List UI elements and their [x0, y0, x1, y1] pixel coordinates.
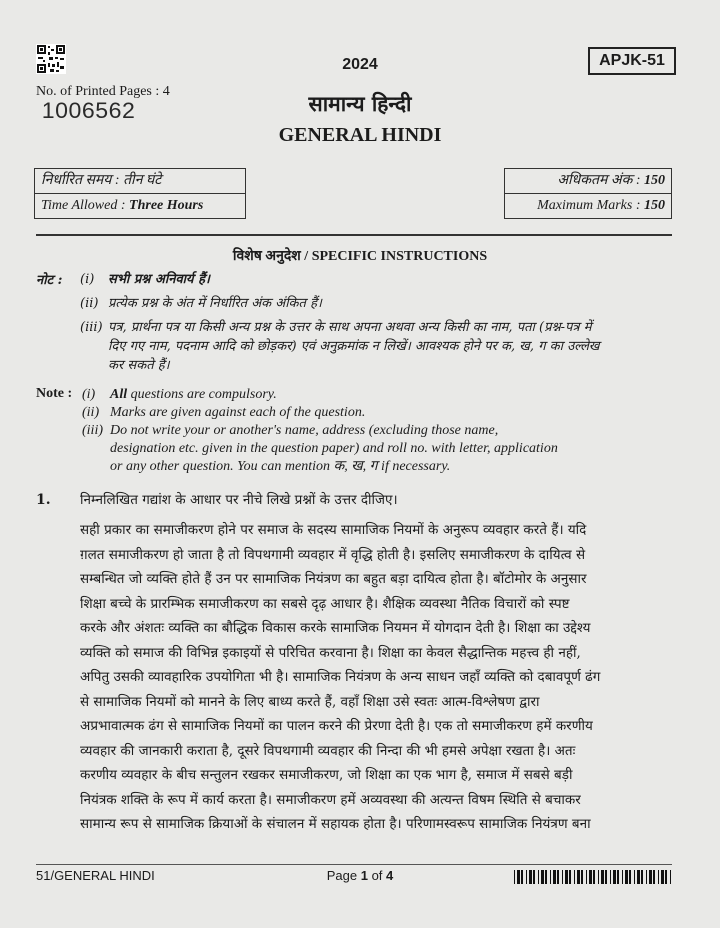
passage-line: सही प्रकार का समाजीकरण होने पर समाज के सदस्य सामाजिक नियमों के अनुरूप व्यवहार करते हैं। यदि: [80, 522, 587, 538]
passage-line: व्यवहार की जानकारी कराता है, दूसरे विपथगामी व्यवहार की निन्दा की भी हमसे अपेक्षा रखता है। अतः: [80, 742, 576, 759]
question-number: 1.: [36, 492, 51, 508]
barcode-icon: [514, 870, 672, 884]
printed-pages: No. of Printed Pages : 4: [36, 84, 170, 99]
passage-line: सम्बन्धित जो व्यक्ति होते हैं उन पर सामाजिक नियंत्रण का बहुत बड़ा दायित्व होता है। बॉटोमोर के अनुसार: [80, 571, 587, 587]
english-instruction-2: (ii) Marks are given against each of the question.: [82, 405, 366, 420]
passage-line: अपितु उसकी व्यावहारिक उपयोगिता भी है। सामाजिक नियंत्रण के अन्य साधन जहाँ व्यक्ति को दबावपूर्ण ढंग: [80, 669, 601, 685]
serial-number: 1006562: [41, 98, 136, 123]
hindi-instruction-1: (i) सभी प्रश्न अनिवार्य हैं।: [80, 272, 210, 287]
passage-line: से सामाजिक नियमों को मानने के लिए बाध्य करते हैं, वहाँ शिक्षा उसे स्वतः आत्म-विश्लेषण द्वारा: [80, 693, 540, 710]
english-note-label: Note :: [36, 386, 73, 401]
passage-line: व्यक्ति को समाज की विभिन्न इकाइयों से परिचित करवाना है। शिक्षा का केवल सैद्धान्तिक महत्त्व ही नहीं,: [80, 644, 581, 661]
paper-code: APJK-51: [588, 47, 676, 75]
footer-paper-name: 51/GENERAL HINDI: [36, 868, 155, 883]
english-instructions: [82, 386, 674, 476]
time-allowed-box: [34, 168, 246, 219]
hindi-instruction-3: (iii) पत्र, प्रार्थना पत्र या किसी अन्य प्रश्न के उत्तर के साथ अपना अथवा अन्य किसी का नाम, पता (प्रश्न-पत्र में दिए गए नाम, पदनाम आदि को छोड़कर) एवं अनुक्रमांक न लिखें। आवश्यक होने पर क, ख, ग का उल्लेख कर सकते हैं।: [80, 320, 600, 373]
passage-line: अप्रभावात्मक ढंग से सामाजिक नियमों का पालन करने की प्रेरणा देती है। एक तो समाजीकरण हमें करणीय: [80, 718, 593, 734]
passage-line: ग़लत समाजीकरण हो जाता है तो विपथगामी व्यवहार में वृद्धि होती है। इसलिए समाजीकरण के दायित्व से: [80, 546, 586, 563]
passage-line: नियंत्रक शक्ति के रूप में कार्य करता है। समाजीकरण हमें अव्यवस्था की अत्यन्त विषम स्थिति से बचाकर: [80, 791, 581, 808]
maximum-marks-box: [504, 168, 672, 219]
time-hindi: निर्धारित समय : तीन घंटे: [41, 173, 162, 188]
marks-english: Maximum Marks : 150: [505, 193, 671, 218]
hindi-instructions: [80, 270, 674, 375]
passage: [80, 518, 674, 837]
english-instruction-1: (i) All questions are compulsory.: [82, 387, 277, 402]
hindi-instruction-2: (ii) प्रत्येक प्रश्न के अंत में निर्धारित अंक अंकित हैं।: [80, 296, 322, 311]
hindi-note-label: नोट :: [36, 273, 63, 288]
divider: [36, 234, 672, 236]
passage-line: सामान्य रूप से सामाजिक क्रियाओं के संचालन में सहायक होता है। परिणामस्वरूप सामाजिक नियंत्रण बना: [80, 816, 591, 832]
page-number: Page 1 of 4: [326, 868, 394, 883]
footer-divider: [36, 864, 672, 865]
passage-line: करके और अंशतः व्यक्ति का बौद्धिक विकास करके सामाजिक नियमन में योगदान देती है। शिक्षा का उद्देश्य: [80, 620, 591, 636]
english-instruction-3: (iii) Do not write your or another's name, address (excluding those name, designation etc. given in the question paper) and roll no. with letter, application or any other question. You can mention क, ख, ग if necessary.: [82, 423, 558, 474]
instructions-heading: विशेष अनुदेश / SPECIFIC INSTRUCTIONS: [232, 249, 488, 264]
question-prompt: निम्नलिखित गद्यांश के आधार पर नीचे लिखे प्रश्नों के उत्तर दीजिए।: [80, 492, 398, 508]
passage-line: शिक्षा बच्चे के प्रारम्भिक समाजीकरण का सबसे दृढ़ आधार है। शैक्षिक व्यवस्था नैतिक विचारों को स्पष्ट: [80, 595, 570, 612]
marks-hindi: अधिकतम अंक : 150: [557, 173, 665, 188]
passage-line: करणीय व्यवहार के बीच सन्तुलन रखकर समाजीकरण, जो शिक्षा का एक भाग है, समाज में सबसे बड़ी: [80, 767, 573, 783]
title-hindi: सामान्य हिन्दी: [308, 91, 412, 116]
title-english: GENERAL HINDI: [278, 124, 442, 146]
exam-year: 2024: [342, 56, 378, 73]
time-english: Time Allowed : Three Hours: [35, 193, 245, 218]
